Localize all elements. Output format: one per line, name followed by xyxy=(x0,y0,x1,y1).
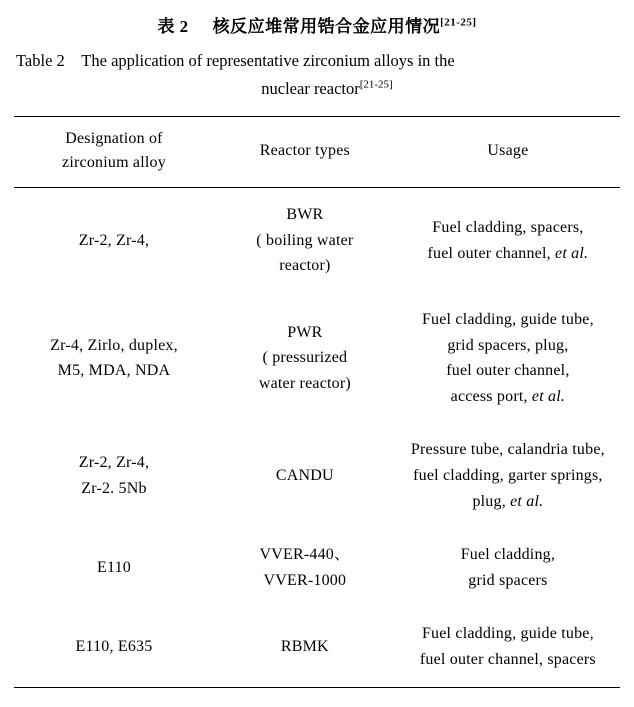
cell-alloy xyxy=(14,607,214,687)
cell-usage xyxy=(396,423,620,528)
cell-usage-line: fuel outer channel, spacers xyxy=(419,650,596,668)
cell-usage-line: grid spacers, plug, xyxy=(447,336,569,354)
caption-text-chinese: 核反应堆常用锆合金应用情况 xyxy=(212,17,441,37)
caption-reference-english: [21-25] xyxy=(359,78,393,91)
cell-reactor-line: CANDU xyxy=(275,467,334,484)
caption-label-english: Table 2 xyxy=(16,50,65,70)
cell-usage-line: fuel cladding, garter springs, xyxy=(413,467,603,484)
caption-reference-chinese: [21-25] xyxy=(440,16,477,29)
caption-english-line1 xyxy=(16,47,618,76)
cell-usage-line: plug, et al. xyxy=(472,492,544,510)
column-header-designation-line2: zirconium alloy xyxy=(62,154,166,172)
cell-usage xyxy=(396,188,620,293)
table-header xyxy=(14,117,620,188)
cell-usage xyxy=(396,607,620,687)
cell-usage-line: Fuel cladding, guide tube, xyxy=(421,625,594,643)
table-body xyxy=(14,188,620,688)
column-header-designation-line1: Designation of xyxy=(65,130,163,148)
column-header-reactor-types-line1: Reactor types xyxy=(259,142,350,160)
cell-reactor-line: water reactor) xyxy=(258,375,351,393)
usage-italic-tail: et al. xyxy=(510,492,544,510)
table-bottom-rule-row xyxy=(14,687,620,688)
cell-reactor-line: reactor) xyxy=(279,257,331,275)
cell-alloy xyxy=(14,188,214,293)
cell-usage-line: Pressure tube, calandria tube, xyxy=(410,441,605,459)
caption-label-chinese: 表 2 xyxy=(157,17,189,36)
cell-usage-line: fuel outer channel, xyxy=(446,362,570,380)
caption-english-line2 xyxy=(16,75,618,104)
cell-usage-line: Fuel cladding, guide tube, xyxy=(421,311,594,329)
caption-english-text2: nuclear reactor xyxy=(261,79,360,99)
table-row xyxy=(14,188,620,293)
cell-reactor-line: VVER-1000 xyxy=(263,571,347,589)
cell-usage xyxy=(396,293,620,423)
column-header-designation xyxy=(14,117,214,188)
cell-alloy-line: Zr-2, Zr-4, xyxy=(78,454,150,472)
cell-alloy-line: E110 xyxy=(96,558,131,576)
table-bottom-rule xyxy=(14,687,214,688)
table-caption-chinese xyxy=(14,14,620,41)
cell-reactor-line: BWR xyxy=(286,206,324,224)
column-header-usage xyxy=(396,117,620,188)
table-row xyxy=(14,293,620,423)
table-row xyxy=(14,607,620,687)
column-header-usage-line1: Usage xyxy=(487,142,529,160)
table-bottom-rule xyxy=(396,687,620,688)
cell-reactor xyxy=(214,528,396,607)
cell-reactor xyxy=(214,607,396,687)
cell-reactor-line: ( boiling water xyxy=(256,231,354,249)
table-caption-english xyxy=(14,47,620,105)
cell-usage-line: fuel outer channel, et al. xyxy=(427,244,589,262)
cell-alloy xyxy=(14,423,214,528)
cell-reactor xyxy=(214,423,396,528)
table-row xyxy=(14,423,620,528)
cell-alloy-line: Zr-2, Zr-4, xyxy=(78,231,150,249)
cell-alloy xyxy=(14,528,214,607)
cell-reactor xyxy=(214,293,396,423)
cell-reactor xyxy=(214,188,396,293)
column-header-reactor-types xyxy=(214,117,396,188)
cell-alloy xyxy=(14,293,214,423)
usage-italic-tail: et al. xyxy=(555,244,589,262)
cell-alloy-line: M5, MDA, NDA xyxy=(57,362,171,380)
cell-reactor-line: VVER-440、 xyxy=(259,546,351,564)
zirconium-alloy-table xyxy=(14,116,620,687)
cell-usage-line: Fuel cladding, spacers, xyxy=(432,219,584,237)
cell-alloy-line: Zr-4, Zirlo, duplex, xyxy=(50,336,178,354)
cell-reactor-line: ( pressurized xyxy=(262,349,348,367)
cell-reactor-line: RBMK xyxy=(280,638,329,656)
cell-usage-line: access port, et al. xyxy=(450,387,566,405)
cell-alloy-line: E110, E635 xyxy=(75,638,153,656)
cell-reactor-line: PWR xyxy=(287,323,323,341)
table-header-row xyxy=(14,117,620,188)
table-bottom-rule xyxy=(214,687,396,688)
caption-english-text1: The application of representative zirconium alloys in the xyxy=(81,50,455,70)
usage-italic-tail: et al. xyxy=(531,387,566,405)
cell-usage xyxy=(396,528,620,607)
table-row xyxy=(14,528,620,607)
cell-usage-line: Fuel cladding, xyxy=(460,546,556,564)
cell-alloy-line: Zr-2. 5Nb xyxy=(81,479,147,497)
cell-usage-line: grid spacers xyxy=(468,571,548,589)
